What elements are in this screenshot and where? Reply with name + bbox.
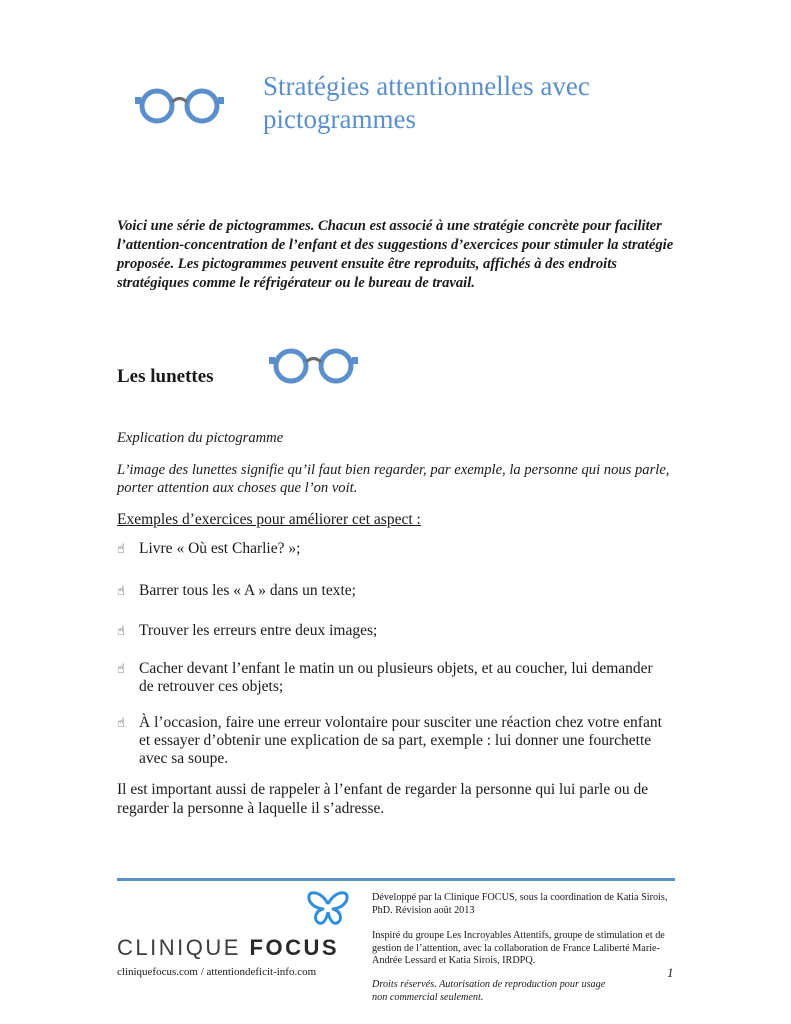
examples-heading: Exemples d’exercices pour améliorer cet aspect : [117,511,421,528]
pointing-hand-icon: ☝ [117,662,125,677]
pointing-hand-icon: ☝ [117,624,125,639]
rights-notice: Droits réservés. Autorisation de reproduction pour usage non commercial seulement. [372,979,606,1003]
example-text: À l’occasion, faire une erreur volontaire pour susciter une réaction chez votre enfant et essayer d’obtenir une explication de sa part, exemple : lui donner une fourchette avec sa soupe. [139,714,662,767]
page-title-line2: pictogrammes [263,104,416,134]
pointing-hand-icon: ☝ [117,584,125,599]
example-text: Cacher devant l’enfant le matin un ou plusieurs objets, et au coucher, lui demander de retrouver ces objets; [139,660,653,695]
intro-paragraph: Voici une série de pictogrammes. Chacun est associé à une stratégie concrète pour faciliter l’attention-concentration de l’enfant et des suggestions d’exercices pour stimuler la stratégie proposée. Les pictogrammes peuvent ensuite être reproduits, affichés à des endroits stratégiques comme le réfrigérateur ou le bureau de travail. [117,218,674,291]
footer-divider [117,878,675,881]
page-title-line1: Stratégies attentionnelles avec [263,71,590,101]
glasses-icon [268,346,360,386]
developed-by: Développé par la Clinique FOCUS, sous la coordination de Katia Sirois, PhD. Révision août 2013 [372,892,668,916]
section-title: Les lunettes [117,366,214,387]
closing-paragraph: Il est important aussi de rappeler à l’enfant de regarder la personne qui lui parle ou de regarder la personne à laquelle il s’adresse. [117,781,649,817]
inspired-by: Inspiré du groupe Les Incroyables Attentifs, groupe de stimulation et de gestion de l’attention, avec la collaboration de France Laliberté Marie-Andrée Lessard et Katia Sirois, IRDPQ. [372,930,665,966]
logo-word-bold: FOCUS [249,935,340,960]
website-links[interactable]: cliniquefocus.com / attentiondeficit-info.com [117,966,317,978]
page-title [263,70,683,136]
page-number: 1 [667,965,674,980]
glasses-icon [134,86,226,126]
logo-word-light: CLINIQUE [117,935,241,960]
example-text: Barrer tous les « A » dans un texte; [139,582,356,599]
pointing-hand-icon: ☝ [117,716,125,731]
pointing-hand-icon: ☝ [117,542,125,557]
explanation-text: L’image des lunettes signifie qu’il faut bien regarder, par exemple, la personne qui nous parle, porter attention aux choses que l’on voit. [117,462,670,496]
clinic-logo [117,935,339,961]
example-text: Livre « Où est Charlie? »; [139,540,301,557]
butterfly-icon [306,890,350,928]
example-text: Trouver les erreurs entre deux images; [139,622,378,639]
explanation-label: Explication du pictogramme [117,430,284,446]
